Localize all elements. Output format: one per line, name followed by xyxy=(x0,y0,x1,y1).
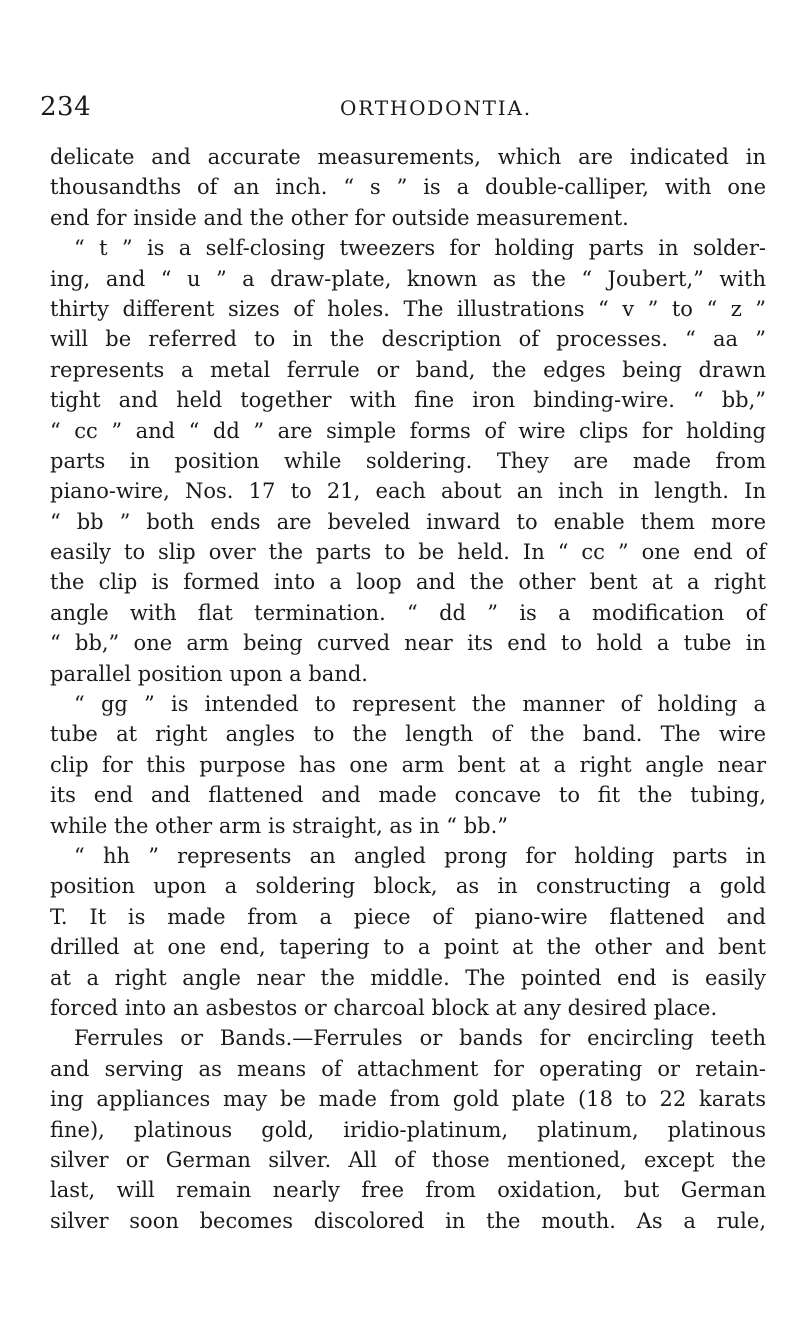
page-header xyxy=(40,92,765,132)
text-line: parts in position while soldering. They are made from xyxy=(50,448,766,473)
text-line: at a right angle near the middle. The pointed end is easily xyxy=(50,965,766,990)
text-line: “ bb,” one arm being curved near its end to hold a tube in xyxy=(50,631,766,656)
body-text xyxy=(50,142,766,1236)
text-line: represents a metal ferrule or band, the edges being drawn xyxy=(50,357,766,382)
text-line: thousandths of an inch. “ s ” is a double-calliper, with one xyxy=(50,175,766,200)
text-line: end for inside and the other for outside measurement. xyxy=(50,205,629,230)
text-line: “ hh ” represents an angled prong for holding parts in xyxy=(74,843,766,868)
text-line: silver soon becomes discolored in the mouth. As a rule, xyxy=(50,1208,766,1233)
text-line: ing appliances may be made from gold plate (18 to 22 karats xyxy=(50,1087,766,1112)
text-line: delicate and accurate measurements, which are indicated in xyxy=(50,145,766,169)
text-line: “ gg ” is intended to represent the manner of holding a xyxy=(74,692,766,717)
running-head: ORTHODONTIA. xyxy=(340,96,532,120)
text-line: thirty different sizes of holes. The illustrations “ v ” to “ z ” xyxy=(50,296,766,321)
text-line: tight and held together with fine iron binding-wire. “ bb,” xyxy=(50,388,766,413)
text-line: last, will remain nearly free from oxidation, but German xyxy=(50,1178,766,1203)
text-line: piano-wire, Nos. 17 to 21, each about an inch in length. In xyxy=(50,479,766,504)
text-line: “ t ” is a self-closing tweezers for holding parts in solder- xyxy=(74,236,766,261)
text-line: “ bb ” both ends are beveled inward to enable them more xyxy=(50,509,766,534)
text-line: position upon a soldering block, as in constructing a gold xyxy=(50,874,766,899)
text-line: Ferrules or Bands.—Ferrules or bands for encircling teeth xyxy=(74,1026,766,1051)
text-line: silver or German silver. All of those mentioned, except the xyxy=(50,1147,766,1172)
text-line: will be referred to in the description of processes. “ aa ” xyxy=(50,327,766,352)
text-line: parallel position upon a band. xyxy=(50,661,368,686)
text-line: drilled at one end, tapering to a point at the other and bent xyxy=(50,935,766,960)
text-line: “ cc ” and “ dd ” are simple forms of wire clips for holding xyxy=(50,418,766,443)
text-line: easily to slip over the parts to be held. In “ cc ” one end of xyxy=(50,540,766,565)
text-line: forced into an asbestos or charcoal block at any desired place. xyxy=(50,995,718,1020)
text-line: and serving as means of attachment for operating or retain- xyxy=(50,1056,766,1081)
text-line: angle with flat termination. “ dd ” is a modification of xyxy=(50,600,766,625)
text-line: tube at right angles to the length of the band. The wire xyxy=(50,722,766,747)
text-line: clip for this purpose has one arm bent at a right angle near xyxy=(50,752,766,777)
text-line: T. It is made from a piece of piano-wire flattened and xyxy=(50,904,766,929)
page-number: 234 xyxy=(40,92,92,122)
text-line: the clip is formed into a loop and the other bent at a right xyxy=(50,570,766,595)
text-line: fine), platinous gold, iridio-platinum, platinum, platinous xyxy=(50,1117,766,1142)
text-line: its end and flattened and made concave to fit the tubing, xyxy=(50,783,766,808)
text-line: while the other arm is straight, as in “ bb.” xyxy=(50,813,509,838)
text-line: ing, and “ u ” a draw-plate, known as the “ Joubert,” with xyxy=(50,266,766,291)
